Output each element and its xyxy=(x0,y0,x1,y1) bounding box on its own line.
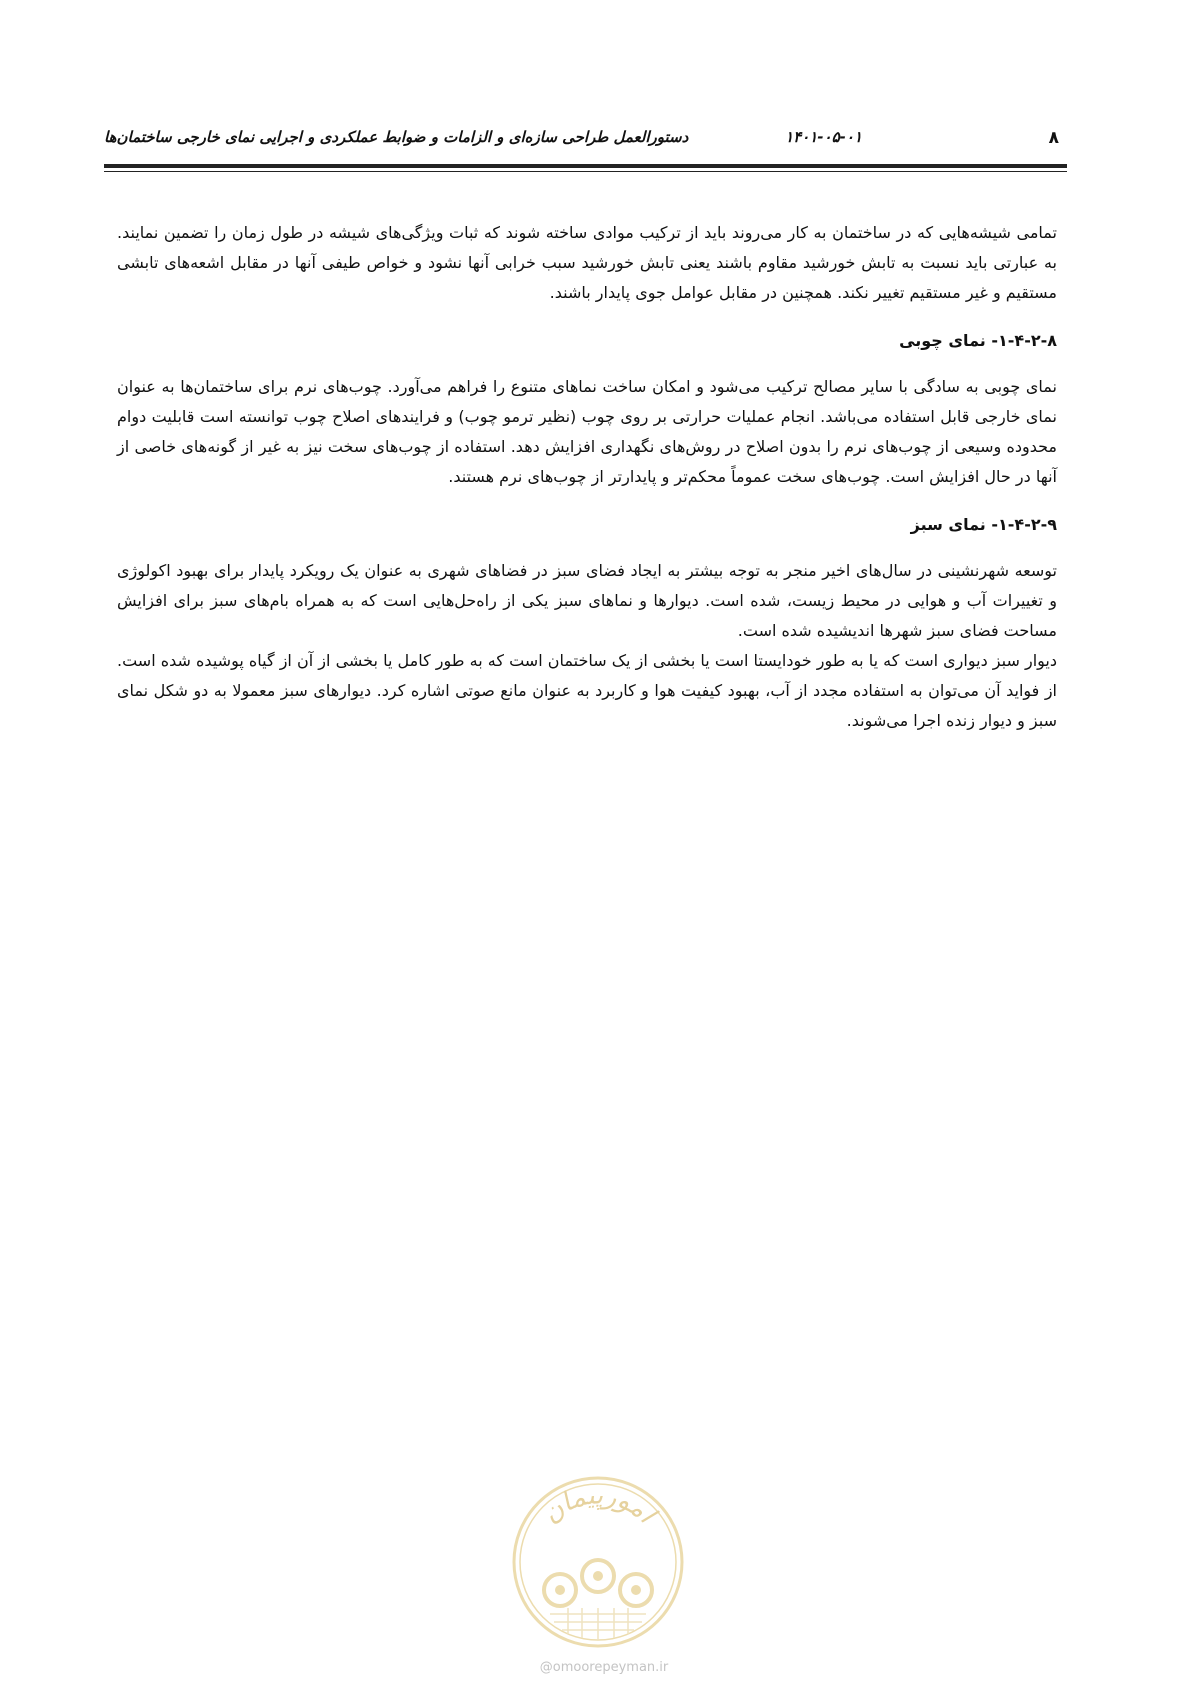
header-rule-thick xyxy=(104,164,1067,168)
website-watermark: @omoorepeyman.ir xyxy=(539,1660,669,1675)
document-title: دستورالعمل طراحی سازه‌ای و الزامات و ضوابط عملکردی و اجرایی نمای خارجی ساختمان‌ها xyxy=(104,128,689,146)
section-heading-green: ۱-۴-۲-۹- نمای سبز xyxy=(910,515,1057,534)
watermark-logo xyxy=(508,1472,688,1652)
section-paragraph-green-1: توسعه شهرنشینی در سال‌های اخیر منجر به توجه بیشتر به ایجاد فضای سبز در فضاهای شهری به عنوان یک رویکرد پایدار برای بهبود اکولوژی و تغییرات آب و هوایی در محیط زیست، شده است. دیوارها و نماهای سبز یکی از راه‌حل‌هایی است که به همراه بام‌های سبز برای افزایش مساحت فضای سبز شهرها اندیشیده شده است. xyxy=(117,561,1057,640)
page-body xyxy=(117,218,1057,736)
intro-paragraph: تمامی شیشه‌هایی که در ساختمان به کار می‌روند باید از ترکیب موادی ساخته شوند که ثبات ویژگی‌های شیشه در طول زمان را تضمین نمایند. به عبارتی باید نسبت به تابش خورشید مقاوم باشند یعنی تابش خورشید سبب خرابی آنها نشود و خواص طیفی آنها در مقابل اشعه‌های تابشی مستقیم و غیر مستقیم تغییر نکند. همچنین در مقابل عوامل جوی پایدار باشند. xyxy=(117,223,1057,302)
page-header xyxy=(104,128,1067,152)
section-paragraph-green-2: دیوار سبز دیواری است که یا به طور خودایستا است یا بخشی از یک ساختمان است که به طور کامل یا بخشی از آن از گیاه پوشیده شده است. از فواید آن می‌توان به استفاده مجدد از آب، بهبود کیفیت هوا و کاربرد به عنوان مانع صوتی اشاره کرد. دیوارهای سبز معمولا به دو شکل نمای سبز و دیوار زنده اجرا می‌شوند. xyxy=(117,651,1057,730)
section-paragraph-wood: نمای چوبی به سادگی با سایر مصالح ترکیب می‌شود و امکان ساخت نماهای متنوع را فراهم می‌آورد. چوب‌های نرم برای ساختمان‌ها به عنوان نمای خارجی قابل استفاده می‌باشد. انجام عملیات حرارتی بر روی چوب (نظیر ترمو چوب) و فرایندهای اصلاح چوب توانسته است قابلیت دوام محدوده وسیعی از چوب‌های نرم را بدون اصلاح در روش‌های نگهداری افزایش دهد. استفاده از چوب‌های سخت نیز به غیر از گونه‌های خاصی از آنها در حال افزایش است. چوب‌های سخت عموماً محکم‌تر و پایدارتر از چوب‌های نرم هستند. xyxy=(117,377,1057,486)
page-number: ۸ xyxy=(1048,128,1059,148)
logo-text: امورپیمان xyxy=(536,1480,661,1530)
document-date: ۱۴۰۱-۰۵-۰۱ xyxy=(785,128,862,146)
header-rule-thin xyxy=(104,171,1067,172)
section-heading-wood: ۱-۴-۲-۸- نمای چوبی xyxy=(899,331,1057,350)
